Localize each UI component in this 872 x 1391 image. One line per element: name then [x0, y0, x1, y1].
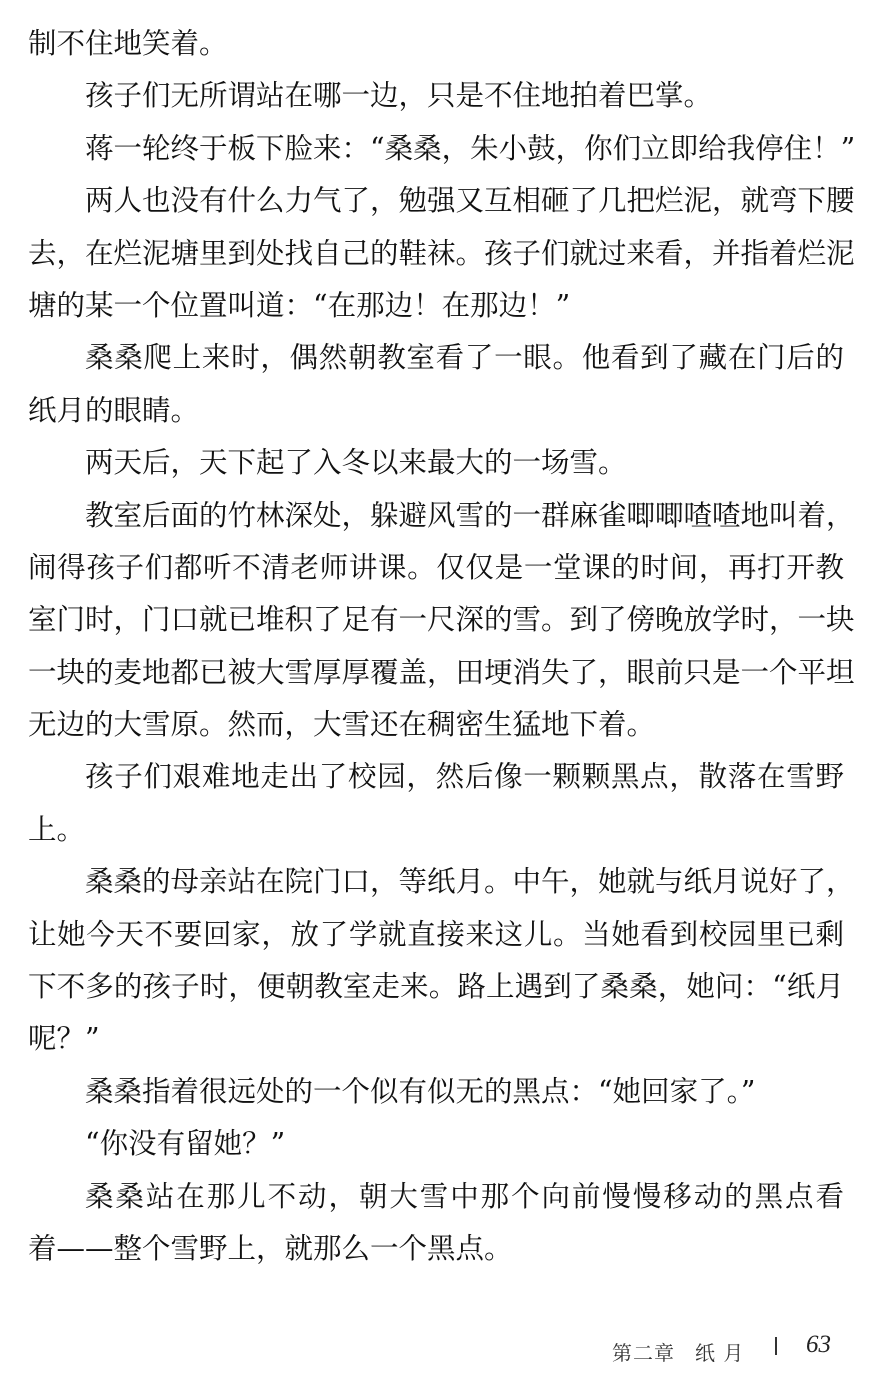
footer-divider — [775, 1337, 777, 1355]
text-line: 两天后，天下起了入冬以来最大的一场雪。 — [85, 446, 627, 480]
text-line: 上。 — [28, 812, 86, 846]
text-line: 桑桑站在那儿不动，朝大雪中那个向前慢慢移动的黑点看 — [85, 1179, 844, 1213]
page-body — [28, 18, 856, 1275]
text-line: 孩子们艰难地走出了校园，然后像一颗颗黑点，散落在雪野 — [85, 760, 844, 794]
text-line: 让她今天不要回家，放了学就直接来这儿。当她看到校园里已剩 — [28, 917, 844, 951]
text-line: 桑桑爬上来时，偶然朝教室看了一眼。他看到了藏在门后的 — [85, 341, 844, 375]
running-header — [612, 1337, 744, 1366]
text-line: 闹得孩子们都听不清老师讲课。仅仅是一堂课的时间，再打开教 — [28, 550, 844, 584]
text-line: 着——整个雪野上，就那么一个黑点。 — [28, 1231, 513, 1265]
text-line: 塘的某一个位置叫道：“在那边！在那边！” — [28, 288, 571, 322]
chapter-label: 第二章 — [612, 1341, 675, 1365]
text-line: 两人也没有什么力气了，勉强又互相砸了几把烂泥，就弯下腰 — [85, 184, 855, 218]
text-line: 桑桑的母亲站在院门口，等纸月。中午，她就与纸月说好了， — [85, 865, 855, 899]
chapter-title: 纸 月 — [695, 1341, 745, 1365]
page-footer — [0, 1333, 872, 1373]
text-line: “你没有留她？” — [85, 1127, 286, 1161]
text-line: 无边的大雪原。然而，大雪还在稠密生猛地下着。 — [28, 708, 656, 742]
text-line: 室门时，门口就已堆积了足有一尺深的雪。到了傍晚放学时，一块 — [28, 603, 855, 637]
text-line: 呢？” — [28, 1022, 100, 1056]
text-line: 下不多的孩子时，便朝教室走来。路上遇到了桑桑，她问：“纸月 — [28, 970, 844, 1004]
text-line: 蒋一轮终于板下脸来：“桑桑，朱小鼓，你们立即给我停住！” — [85, 131, 856, 165]
text-line: 制不住地笑着。 — [28, 27, 228, 60]
text-line: 纸月的眼睛。 — [28, 393, 200, 427]
text-line: 桑桑指着很远处的一个似有似无的黑点：“她回家了。” — [85, 1074, 756, 1108]
text-line: 去，在烂泥塘里到处找自己的鞋袜。孩子们就过来看，并指着烂泥 — [28, 236, 855, 270]
text-line: 一块的麦地都已被大雪厚厚覆盖，田埂消失了，眼前只是一个平坦 — [28, 655, 855, 689]
text-line: 孩子们无所谓站在哪一边，只是不住地拍着巴掌。 — [85, 79, 713, 113]
page-number: 63 — [806, 1331, 831, 1358]
text-line: 教室后面的竹林深处，躲避风雪的一群麻雀唧唧喳喳地叫着， — [85, 498, 855, 532]
